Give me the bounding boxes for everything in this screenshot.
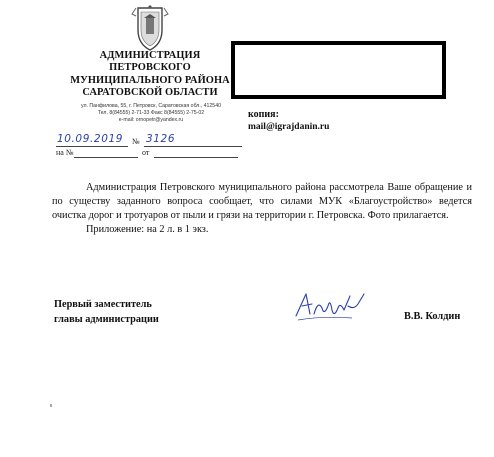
letter-body	[52, 181, 472, 237]
org-name-line: МУНИЦИПАЛЬНОГО РАЙОНА	[70, 74, 230, 86]
attachment-note: Приложение: на 2 л. в 1 экз.	[86, 224, 209, 235]
organization-address	[46, 103, 256, 124]
coat-of-arms-icon	[126, 4, 174, 54]
address-line: ул. Панфилова, 55, г. Петровск, Саратовская обл., 412540	[81, 103, 221, 109]
redacted-recipient-box	[231, 41, 446, 99]
handwritten-signature	[292, 286, 372, 326]
address-line: e-mail: ornopetr@yandex.ru	[118, 117, 184, 123]
scan-speck	[50, 404, 52, 407]
org-name-line: САРАТОВСКОЙ ОБЛАСТИ	[82, 87, 218, 99]
registration-date: 10.09.2019	[56, 133, 124, 145]
reference-date-line	[154, 157, 238, 158]
organization-name	[50, 50, 250, 100]
copy-label: копия:	[248, 109, 279, 120]
reference-from: от	[142, 148, 150, 157]
number-underline	[144, 146, 242, 147]
org-name-line: ПЕТРОВСКОГО	[109, 62, 191, 74]
signer-name: В.В. Колдин	[404, 311, 461, 322]
signer-title-line: главы администрации	[54, 314, 159, 325]
registration-number: 3126	[146, 133, 176, 145]
date-underline	[56, 146, 128, 147]
signer-title-line: Первый заместитель	[54, 299, 152, 310]
org-name-line: АДМИНИСТРАЦИЯ	[99, 50, 201, 61]
number-sign: №	[132, 137, 140, 146]
copy-email: mail@igrajdanin.ru	[248, 122, 330, 132]
address-line: Тел. 8(84555) 2-71-33 Факс 8(84555) 2-75-02	[97, 110, 205, 116]
reference-number-line	[74, 157, 138, 158]
signer-title	[54, 297, 159, 327]
body-paragraph: Администрация Петровского муниципального района рассмотрела Ваше обращение и по существу заданного вопроса сообщает, что силами МУК «Благоустройство» ведется очистка дорог и тротуаров от пыли и грязи на территории г. Петровска. Фото прилагается.	[52, 182, 472, 221]
reference-prefix: на №	[56, 148, 74, 157]
